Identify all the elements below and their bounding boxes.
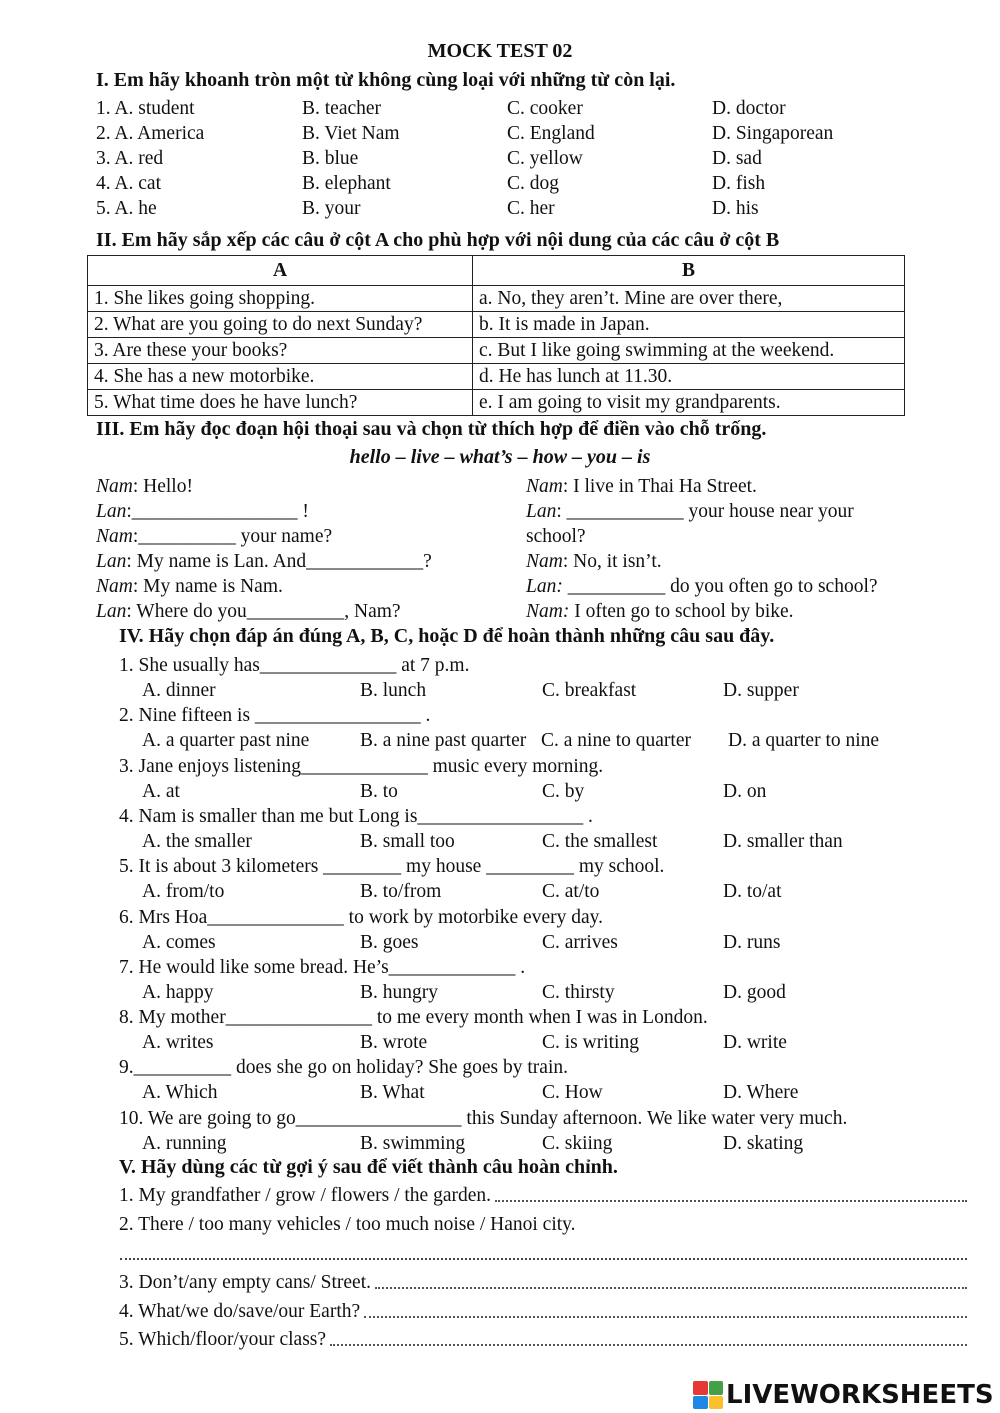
dialogue-text: : No, it isn’t. <box>562 551 662 572</box>
option-text: 3. A. red <box>96 148 164 169</box>
question-text: 2. Nine fifteen is _________________ . <box>119 705 431 727</box>
question-text: 3. Jane enjoys listening_____________ music every morning. <box>119 755 604 777</box>
sentence-item <box>119 1329 967 1351</box>
dialogue-line <box>526 476 757 498</box>
option-text: B. your <box>302 198 361 219</box>
table-row <box>88 390 905 416</box>
answer-option: D. a quarter to nine <box>728 730 880 752</box>
dialogue-line <box>526 551 662 573</box>
dialogue-line <box>96 526 332 548</box>
table-row <box>88 338 905 364</box>
sentence-prompt: 4. What/we do/save/our Earth? <box>119 1301 361 1322</box>
answer-option: C. How <box>542 1082 603 1104</box>
dialogue-line <box>96 551 432 573</box>
answer-option: A. happy <box>142 981 214 1003</box>
answer-option: C. skiing <box>542 1132 613 1154</box>
dialogue-text: __________ do you often go to school? <box>562 576 878 597</box>
option-text: C. dog <box>507 173 560 194</box>
word-bank: hello – live – what’s – how – you – is <box>349 446 651 468</box>
option-text: D. fish <box>712 173 766 194</box>
column-b-cell: d. He has lunch at 11.30. <box>473 364 905 390</box>
sentence-prompt: 2. There / too many vehicles / too much noise / Hanoi city. <box>119 1214 576 1235</box>
answer-option: C. by <box>542 780 585 802</box>
answer-option: A. the smaller <box>142 830 252 852</box>
column-a-cell: 3. Are these your books? <box>88 338 473 364</box>
option-text: 2. A. America <box>96 123 205 144</box>
section4-heading: IV. Hãy chọn đáp án đúng A, B, C, hoặc D để hoàn thành những câu sau đây. <box>119 625 775 647</box>
answer-option: A. dinner <box>142 680 216 701</box>
answer-option: B. lunch <box>360 680 427 701</box>
answer-option: A. a quarter past nine <box>142 730 310 752</box>
answer-option: D. write <box>723 1032 787 1054</box>
answer-option: B. wrote <box>360 1032 428 1054</box>
question-text: 1. She usually has______________ at 7 p.m. <box>119 655 470 676</box>
answer-option: A. comes <box>142 931 216 953</box>
option-text: C. England <box>507 123 595 144</box>
answer-option: D. runs <box>723 931 781 953</box>
speaker-name: Nam <box>96 576 133 597</box>
answer-line <box>364 1316 967 1318</box>
dialogue-text: : Where do you__________, Nam? <box>126 601 401 622</box>
speaker-name: Lan <box>96 501 127 522</box>
sentence-item <box>119 1301 967 1323</box>
logo-text: LIVEWORKSHEETS <box>726 1380 994 1410</box>
answer-option: D. Where <box>723 1082 799 1104</box>
dialogue-text: I often go to school by bike. <box>569 601 794 622</box>
answer-option: B. goes <box>360 931 419 953</box>
answer-option: D. good <box>723 981 786 1003</box>
question-text: 6. Mrs Hoa______________ to work by motorbike every day. <box>119 906 603 928</box>
dialogue-text: :__________ your name? <box>132 526 333 547</box>
option-text: B. elephant <box>302 173 391 194</box>
answer-option: A. running <box>142 1132 227 1154</box>
dialogue-line <box>526 576 878 598</box>
sentence-item <box>119 1185 967 1207</box>
column-a-cell: 1. She likes going shopping. <box>88 286 473 312</box>
sentence-prompt: 1. My grandfather / grow / flowers / the garden. <box>119 1185 492 1206</box>
table-row <box>88 364 905 390</box>
section2-heading: II. Em hãy sắp xếp các câu ở cột A cho phù hợp với nội dung của các câu ở cột B <box>96 229 780 251</box>
speaker-name: Lan: <box>526 576 563 597</box>
speaker-name: Nam <box>526 476 563 497</box>
answer-option: D. on <box>723 780 767 802</box>
option-text: B. blue <box>302 148 359 169</box>
answer-option: D. supper <box>723 680 799 701</box>
answer-option: C. a nine to quarter <box>541 730 691 752</box>
liveworksheets-logo <box>693 1380 994 1410</box>
dialogue-text: school? <box>526 526 586 547</box>
section5-heading: V. Hãy dùng các từ gợi ý sau để viết thành câu hoàn chỉnh. <box>119 1156 618 1178</box>
dialogue-line <box>96 601 401 623</box>
sentence-item <box>119 1272 967 1294</box>
question-text: 8. My mother_______________ to me every month when I was in London. <box>119 1007 708 1029</box>
answer-line <box>375 1287 967 1289</box>
column-b-cell: a. No, they aren’t. Mine are over there, <box>473 286 905 312</box>
column-a-cell: 4. She has a new motorbike. <box>88 364 473 390</box>
answer-option: A. Which <box>142 1082 218 1104</box>
page-title: MOCK TEST 02 <box>427 40 573 62</box>
option-text: C. her <box>507 198 555 219</box>
answer-option: A. from/to <box>142 881 225 903</box>
table-row <box>88 286 905 312</box>
answer-option: D. skating <box>723 1132 804 1154</box>
answer-option: C. arrives <box>542 931 618 953</box>
column-b-cell: c. But I like going swimming at the weekend. <box>473 338 905 364</box>
column-b-cell: b. It is made in Japan. <box>473 312 905 338</box>
sentence-prompt: 3. Don’t/any empty cans/ Street. <box>119 1272 372 1293</box>
answer-line <box>120 1258 967 1260</box>
table-row <box>88 312 905 338</box>
speaker-name: Lan <box>526 501 557 522</box>
logo-mark-icon <box>693 1381 723 1409</box>
answer-option: C. the smallest <box>542 830 658 852</box>
option-text: 4. A. cat <box>96 173 161 194</box>
option-text: D. his <box>712 198 759 219</box>
column-b-header: B <box>473 256 905 286</box>
dialogue-line <box>96 501 309 523</box>
answer-line <box>330 1344 967 1346</box>
answer-option: D. to/at <box>723 881 782 903</box>
question-text: 4. Nam is smaller than me but Long is_________________ . <box>119 805 593 827</box>
dialogue-text: :_________________ ! <box>126 501 309 522</box>
question-text: 5. It is about 3 kilometers ________ my house _________ my school. <box>119 856 665 878</box>
answer-option: B. hungry <box>360 981 438 1003</box>
speaker-name: Lan <box>96 551 127 572</box>
column-a-header: A <box>88 256 473 286</box>
answer-option: A. at <box>142 780 180 802</box>
dialogue-text: : ____________ your house near your <box>556 501 854 522</box>
dialogue-text: : I live in Thai Ha Street. <box>562 476 757 497</box>
answer-option: B. small too <box>360 830 455 852</box>
answer-option: C. at/to <box>542 881 600 903</box>
answer-option: B. What <box>360 1082 425 1104</box>
section3-heading: III. Em hãy đọc đoạn hội thoại sau và chọn từ thích hợp để điền vào chỗ trống. <box>96 418 767 440</box>
question-text: 9.__________ does she go on holiday? She goes by train. <box>119 1057 568 1079</box>
sentence-item <box>119 1214 967 1236</box>
option-text: D. doctor <box>712 98 786 119</box>
speaker-name: Nam <box>96 526 133 547</box>
answer-option: C. breakfast <box>542 680 637 701</box>
speaker-name: Nam <box>96 476 133 497</box>
speaker-name: Nam <box>526 551 563 572</box>
column-b-cell: e. I am going to visit my grandparents. <box>473 390 905 416</box>
answer-option: C. is writing <box>542 1032 639 1054</box>
option-text: C. cooker <box>507 98 583 119</box>
column-a-cell: 5. What time does he have lunch? <box>88 390 473 416</box>
matching-table <box>87 255 905 416</box>
option-text: D. sad <box>712 148 762 169</box>
answer-option: D. smaller than <box>723 830 843 852</box>
column-a-cell: 2. What are you going to do next Sunday? <box>88 312 473 338</box>
answer-option: A. writes <box>142 1032 214 1054</box>
dialogue-line <box>96 476 193 498</box>
question-text: 10. We are going to go_________________ this Sunday afternoon. We like water very much. <box>119 1107 848 1129</box>
answer-line <box>495 1200 967 1202</box>
option-text: 1. A. student <box>96 98 195 119</box>
option-text: C. yellow <box>507 148 583 169</box>
option-text: B. teacher <box>302 98 382 119</box>
speaker-name: Lan <box>96 601 127 622</box>
answer-option: C. thirsty <box>542 981 615 1003</box>
answer-option: B. to <box>360 780 398 802</box>
sentence-prompt: 5. Which/floor/your class? <box>119 1329 327 1350</box>
dialogue-text: : My name is Nam. <box>132 576 283 597</box>
question-text: 7. He would like some bread. He’s_____________ . <box>119 956 526 978</box>
dialogue-line <box>526 601 794 623</box>
answer-option: B. swimming <box>360 1132 466 1154</box>
dialogue-text: : My name is Lan. And____________? <box>126 551 432 572</box>
dialogue-line <box>526 526 586 548</box>
dialogue-line <box>96 576 283 598</box>
dialogue-text: : Hello! <box>132 476 193 497</box>
speaker-name: Nam: <box>526 601 570 622</box>
answer-option: B. a nine past quarter <box>360 730 527 752</box>
answer-option: B. to/from <box>360 881 442 903</box>
section1-heading: I. Em hãy khoanh tròn một từ không cùng loại với những từ còn lại. <box>96 69 676 91</box>
dialogue-line <box>526 501 854 523</box>
option-text: D. Singaporean <box>712 123 834 144</box>
option-text: B. Viet Nam <box>302 123 400 144</box>
option-text: 5. A. he <box>96 198 157 219</box>
